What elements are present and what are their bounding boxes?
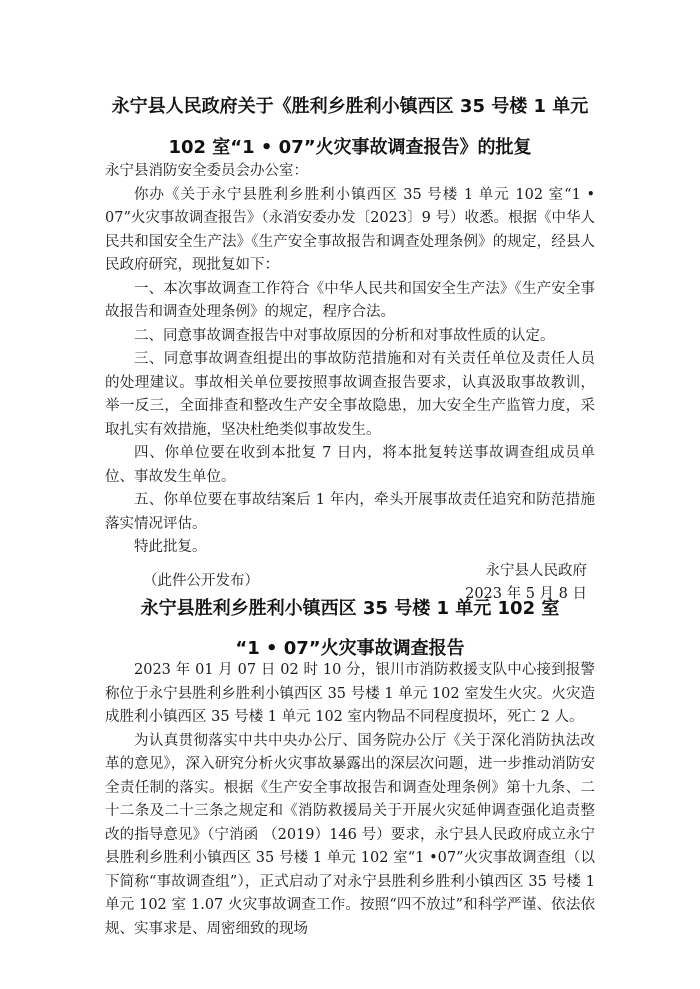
signature-org: 永宁县人民政府: [485, 562, 587, 579]
reply-closing: 特此批复。: [134, 539, 207, 555]
report-body: [105, 659, 595, 941]
reply-paragraph: 五、你单位要在事故结案后 1 年内，牵头开展事故责任追究和防范措施落实情况评估。: [105, 492, 595, 532]
reply-paragraph: 三、同意事故调查组提出的事故防范措施和对有关责任单位及责任人员的处理建议。事故相关单位要按照事故调查报告要求，认真汲取事故教训，举一反三，全面排查和整改生产安全事故隐患，加大安全生产监管力度，采取扎实有效措施，坚决杜绝类似事故发生。: [105, 351, 595, 438]
report-title-line2: “1 • 07”火灾事故调查报告: [235, 638, 465, 659]
report-paragraph: 为认真贯彻落实中共中央办公厅、国务院办公厅《关于深化消防执法改革的意见》，深入研究分析火灾事故暴露出的深层次问题，进一步推动消防安全责任制的落实。根据《生产安全事故报告和调查处理条例》第十九条、二十二条及二十三条之规定和《消防救援局关于开展火灾延伸调查强化追责整改的指导意见》（宁消函 （2019）146 号）要求，永宁县人民政府成立永宁县胜利乡胜利小镇西区 35 号楼 1 单元 102 室“1 •07”火灾事故调查组（以下简称“事故调查组”），正式启动了对永宁县胜利乡胜利小镇西区 35 号楼 1 单元 102 室 1.07 火灾事故调查工作。按照“四不放过”和科学严谨、依法依规、实事求是、周密细致的现场: [105, 732, 595, 937]
signature-date: 2023 年 5 月 8 日: [465, 586, 587, 602]
report-title-line1: 永宁县胜利乡胜利小镇西区 35 号楼 1 单元 102 室: [140, 598, 560, 619]
reply-addressee: 永宁县消防安全委员会办公室：: [105, 163, 308, 179]
publish-note: （此件公开发布）: [143, 573, 259, 589]
reply-paragraph: 二、同意事故调查报告中对事故原因的分析和对事故性质的认定。: [134, 327, 555, 344]
reply-body: [105, 160, 595, 607]
reply-title-line2: 102 室“1 • 07”火灾事故调查报告》的批复: [168, 137, 532, 158]
reply-paragraph: 你办《关于永宁县胜利乡胜利小镇西区 35 号楼 1 单元 102 室“1 • 07”火灾事故调查报告》（永消安委办发〔2023〕9 号）收悉。根据《中华人民共和国安全生产法》《生产安全事故报告和调查处理条例》的规定，经县人民政府研究，现批复如下：: [105, 186, 595, 273]
report-paragraph: 2023 年 01 月 07 日 02 时 10 分，银川市消防救援支队中心接到报警称位于永宁县胜利乡胜利小镇西区 35 号楼 1 单元 102 室发生火灾。火灾造成胜利小镇西区 35 号楼 1 单元 102 室内物品不同程度损坏，死亡 2 人。: [105, 662, 595, 725]
reply-paragraph: 一、本次事故调查工作符合《中华人民共和国安全生产法》《生产安全事故报告和调查处理条例》的规定，程序合法。: [105, 280, 595, 320]
reply-paragraph: 四、你单位要在收到本批复 7 日内，将本批复转送事故调查组成员单位、事故发生单位。: [105, 445, 595, 485]
reply-title-line1: 永宁县人民政府关于《胜利乡胜利小镇西区 35 号楼 1 单元: [111, 96, 589, 117]
